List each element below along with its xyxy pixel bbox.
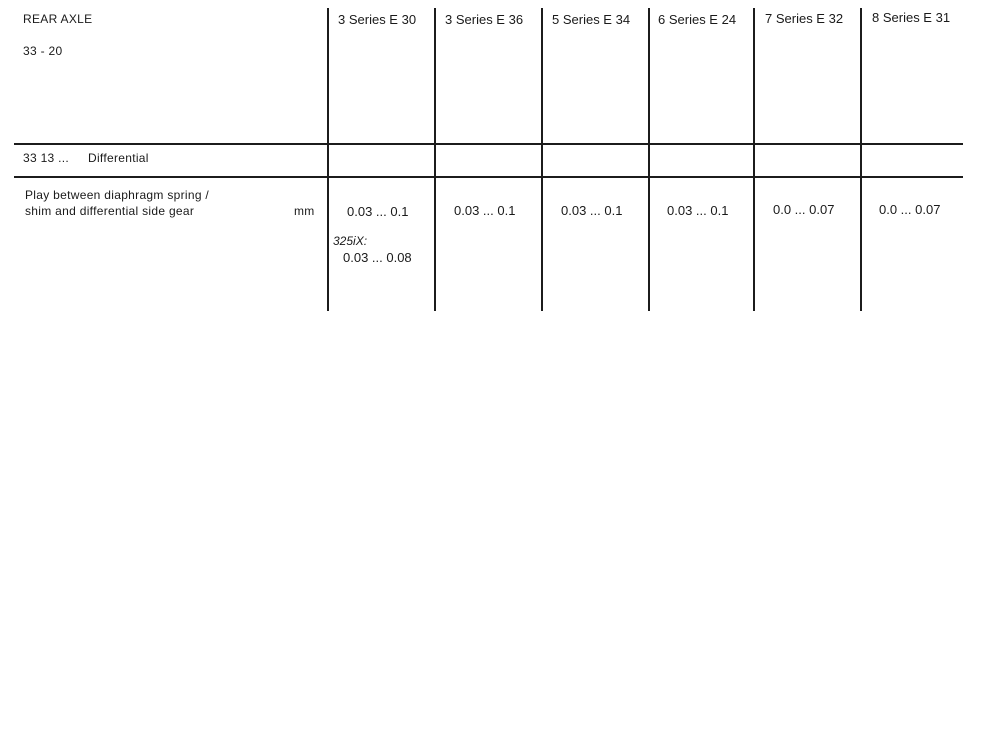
column-divider bbox=[327, 8, 329, 311]
header-rule bbox=[14, 143, 963, 145]
value-cell: 0.0 ... 0.07 bbox=[879, 202, 941, 217]
group-rule bbox=[14, 176, 963, 178]
value-cell: 0.0 ... 0.07 bbox=[773, 202, 835, 217]
value-cell: 0.03 ... 0.1 bbox=[454, 203, 516, 218]
group-code: 33 13 ... bbox=[23, 151, 70, 165]
row-label-line2: shim and differential side gear bbox=[25, 204, 195, 218]
column-header: 6 Series E 24 bbox=[658, 12, 737, 27]
column-divider bbox=[860, 8, 862, 311]
note-value: 0.03 ... 0.08 bbox=[343, 250, 412, 265]
column-divider bbox=[753, 8, 755, 311]
row-label-line1: Play between diaphragm spring / bbox=[25, 188, 210, 202]
column-header: 8 Series E 31 bbox=[872, 10, 951, 25]
column-header: 7 Series E 32 bbox=[765, 11, 844, 26]
value-cell: 0.03 ... 0.1 bbox=[561, 203, 623, 218]
group-name: Differential bbox=[88, 151, 149, 165]
column-header: 5 Series E 34 bbox=[552, 12, 631, 27]
row-unit: mm bbox=[294, 204, 315, 218]
column-divider bbox=[648, 8, 650, 311]
column-header: 3 Series E 30 bbox=[338, 12, 417, 27]
note-label: 325iX: bbox=[333, 234, 368, 248]
column-header: 3 Series E 36 bbox=[445, 12, 524, 27]
section-title: REAR AXLE bbox=[23, 12, 93, 26]
column-divider bbox=[434, 8, 436, 311]
column-divider bbox=[541, 8, 543, 311]
value-cell: 0.03 ... 0.1 bbox=[667, 203, 729, 218]
value-cell: 0.03 ... 0.1 bbox=[347, 204, 409, 219]
section-code: 33 - 20 bbox=[23, 44, 63, 58]
